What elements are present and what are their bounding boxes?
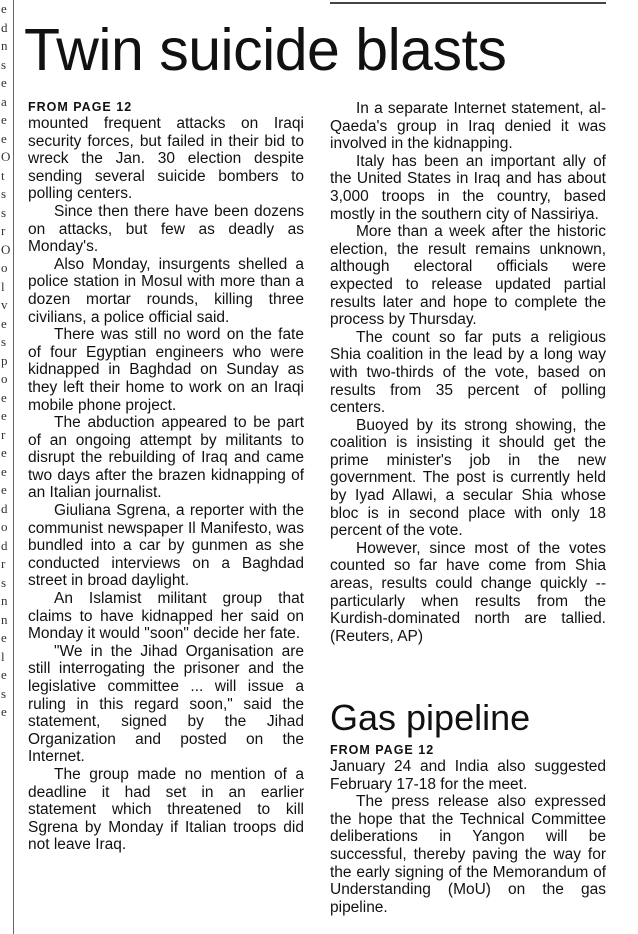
edge-letter: e [1,667,7,682]
paragraph: The press release also expressed the hope that the Technical Committee deliberations in Yangon will be successful, thereby paving the way for the early signing of the Memorandum of Understanding (MoU) on the gas pipeline. [330,793,606,916]
headline-gas-pipeline: Gas pipeline [330,697,531,738]
edge-letter: e [1,704,7,719]
edge-letter: n [1,611,8,627]
edge-letter: s [1,204,7,220]
edge-letter: e [1,630,7,645]
paragraph: Also Monday, insurgents shelled a police station in Mosul with more than a dozen mortar rounds, killing three civilians, a police official said. [28,255,304,326]
article1-column-1 [28,100,304,854]
edge-letter: d [1,500,8,516]
edge-letter: e [1,463,7,479]
paragraph: Giuliana Sgrena, a reporter with the communist newspaper Il Manifesto, was bundled into a car by gunmen as she conducted interviews on a Baghdad street in broad daylight. [28,502,304,590]
paragraph: Since then there have been dozens on attacks, but few as deadly as Monday's. [28,202,304,256]
paragraph: An Islamist militant group that claims to have kidnapped her said on Monday it would "soon" decide her fate. [28,590,304,643]
edge-letter: o [1,371,8,386]
article2-body [330,758,606,916]
edge-letter: e [1,482,7,497]
from-page-label: FROM PAGE 12 [28,100,133,114]
paragraph: There was still no word on the fate of four Egyptian engineers who were kidnapped in Baghdad on Sunday as they left their home to work on an Iraqi mobile phone project. [28,326,304,414]
column-divider [13,0,14,934]
edge-letter: l [1,278,5,294]
edge-letter: n [1,593,8,608]
paragraph: The abduction appeared to be part of an ongoing attempt by militants to disrupt the rebuilding of Iraq and came two days after the brazen kidnapping of an Italian journalist. [28,414,304,502]
from-page-label: FROM PAGE 12 [330,743,435,757]
edge-letter: e [1,315,7,331]
edge-letter: t [1,167,5,183]
edge-letter: s [1,574,7,590]
paragraph: Buoyed by its strong showing, the coalition is insisting it should get the prime minister's job in the new government. The post is currently held by Iyad Allawi, a secular Shia whose bloc is in second place with only 18 percent of the vote. [330,416,606,540]
paragraph: The count so far puts a religious Shia coalition in the lead by a long way with two-thirds of the vote, based on results from 35 percent of polling centers. [330,328,606,417]
edge-letter: n [1,38,8,53]
paragraph: "We in the Jihad Organisation are still interrogating the prisoner and the legislative committee ... will issue a ruling in this regard soon," said the statement, signed by the Jihad Organization and posted on the Internet. [28,642,304,766]
article1-body-col1 [28,115,304,854]
edge-letter: a [1,93,7,109]
edge-letter: d [1,19,8,35]
edge-letter: s [1,334,7,349]
previous-column-edge [0,0,12,934]
paragraph: However, since most of the votes counted so far have come from Shia areas, results could change quickly -- particularly when results from the Kurdish-dominated north are tallied. (Reuters, AP) [330,539,606,645]
paragraph: January 24 and India also suggested February 17-18 for the meet. [330,758,606,793]
paragraph: More than a week after the historic election, the result remains unknown, although electoral officials were expected to release updated partial results later and hope to complete the process by Thursday. [330,223,606,329]
edge-letter: r [1,223,6,238]
edge-letter: e [1,112,7,127]
paragraph: The group made no mention of a deadline it had set in an earlier statement which threatened to kill Sgrena by Monday if Italian troops did not leave Iraq. [28,765,304,854]
edge-letter: r [1,556,6,571]
edge-letter: r [1,426,6,442]
edge-letter: O [1,149,11,164]
edge-letter: v [1,297,8,312]
edge-letter: d [1,537,8,553]
article2-gas-pipeline [330,697,606,916]
article1-column-2 [330,100,606,645]
article1-body-col2 [330,100,606,645]
edge-letter: l [1,648,5,664]
paragraph: mounted frequent attacks on Iraqi security forces, but failed in their bid to wreck the Jan. 30 election despite sending several suicide bombers to polling centers. [28,115,304,203]
headline-twin-suicide-blasts: Twin suicide blasts [24,17,507,83]
edge-letter: e [1,130,7,146]
edge-letter: e [1,1,7,16]
edge-letter: O [1,241,11,257]
edge-letter: e [1,75,7,90]
top-rule [330,2,606,4]
edge-letter: e [1,408,7,423]
edge-letter: s [1,56,7,72]
paragraph: In a separate Internet statement, al-Qaeda's group in Iraq denied it was involved in the kidnapping. [330,100,606,153]
edge-letter: p [1,352,8,368]
edge-letter: o [1,260,8,275]
paragraph: Italy has been an important ally of the United States in Iraq and has about 3,000 troops in the country, based mostly in the southern city of Nassiriya. [330,152,606,223]
edge-letter: e [1,389,7,405]
edge-letter: s [1,186,7,201]
edge-letter: o [1,519,8,534]
edge-letter: s [1,685,7,701]
edge-letter: e [1,445,7,460]
